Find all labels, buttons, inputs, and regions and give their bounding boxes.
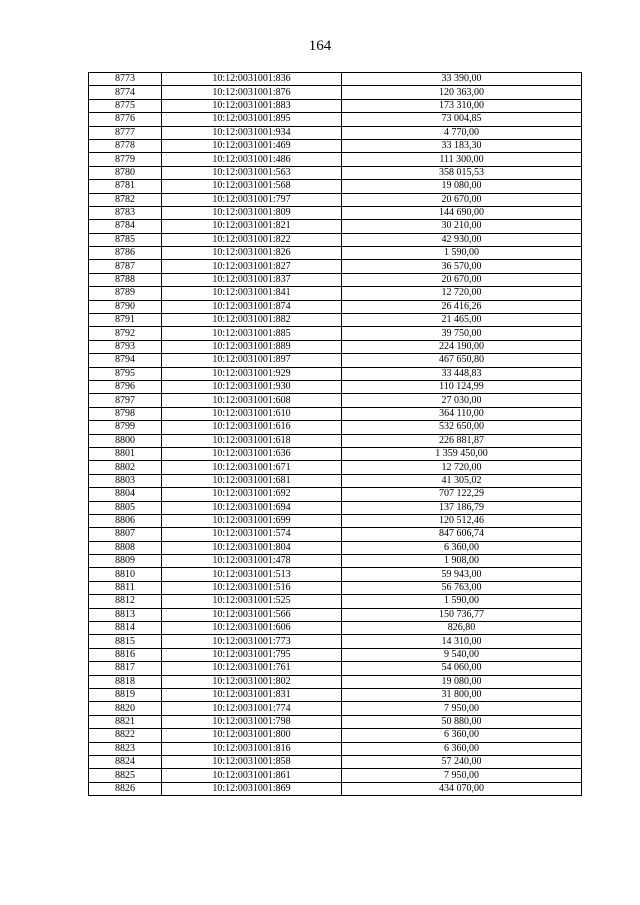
amount-cell: 9 540,00 xyxy=(342,648,582,661)
row-number-cell: 8786 xyxy=(89,247,162,260)
row-number-cell: 8787 xyxy=(89,260,162,273)
cadastral-number-cell: 10:12:0031001:895 xyxy=(162,113,342,126)
cadastral-number-cell: 10:12:0031001:929 xyxy=(162,367,342,380)
amount-cell: 226 881,87 xyxy=(342,434,582,447)
row-number-cell: 8788 xyxy=(89,273,162,286)
cadastral-number-cell: 10:12:0031001:831 xyxy=(162,688,342,701)
cadastral-number-cell: 10:12:0031001:804 xyxy=(162,541,342,554)
cadastral-number-cell: 10:12:0031001:869 xyxy=(162,782,342,795)
cadastral-number-cell: 10:12:0031001:681 xyxy=(162,474,342,487)
row-number-cell: 8776 xyxy=(89,113,162,126)
amount-cell: 707 122,29 xyxy=(342,488,582,501)
amount-cell: 173 310,00 xyxy=(342,99,582,112)
amount-cell: 826,80 xyxy=(342,622,582,635)
row-number-cell: 8820 xyxy=(89,702,162,715)
table-row xyxy=(89,193,582,206)
table-row xyxy=(89,595,582,608)
table-row xyxy=(89,662,582,675)
row-number-cell: 8774 xyxy=(89,86,162,99)
cadastral-number-cell: 10:12:0031001:671 xyxy=(162,461,342,474)
cadastral-number-cell: 10:12:0031001:636 xyxy=(162,447,342,460)
cadastral-number-cell: 10:12:0031001:798 xyxy=(162,715,342,728)
table-row xyxy=(89,180,582,193)
row-number-cell: 8784 xyxy=(89,220,162,233)
cadastral-number-cell: 10:12:0031001:874 xyxy=(162,300,342,313)
amount-cell: 21 465,00 xyxy=(342,314,582,327)
table-row xyxy=(89,608,582,621)
table-row xyxy=(89,367,582,380)
row-number-cell: 8819 xyxy=(89,688,162,701)
amount-cell: 50 880,00 xyxy=(342,715,582,728)
row-number-cell: 8799 xyxy=(89,421,162,434)
cadastral-number-cell: 10:12:0031001:822 xyxy=(162,233,342,246)
amount-cell: 120 512,46 xyxy=(342,514,582,527)
table-row xyxy=(89,742,582,755)
cadastral-number-cell: 10:12:0031001:800 xyxy=(162,729,342,742)
table-row xyxy=(89,233,582,246)
amount-cell: 532 650,00 xyxy=(342,421,582,434)
amount-cell: 20 670,00 xyxy=(342,273,582,286)
table-row xyxy=(89,461,582,474)
row-number-cell: 8817 xyxy=(89,662,162,675)
table-row xyxy=(89,675,582,688)
table-row xyxy=(89,568,582,581)
amount-cell: 1 590,00 xyxy=(342,247,582,260)
row-number-cell: 8805 xyxy=(89,501,162,514)
table-row xyxy=(89,421,582,434)
table-row xyxy=(89,314,582,327)
table-row xyxy=(89,273,582,286)
table-row xyxy=(89,220,582,233)
row-number-cell: 8816 xyxy=(89,648,162,661)
amount-cell: 150 736,77 xyxy=(342,608,582,621)
amount-cell: 847 606,74 xyxy=(342,528,582,541)
cadastral-number-cell: 10:12:0031001:889 xyxy=(162,340,342,353)
amount-cell: 224 190,00 xyxy=(342,340,582,353)
amount-cell: 1 908,00 xyxy=(342,555,582,568)
table-row xyxy=(89,340,582,353)
row-number-cell: 8797 xyxy=(89,394,162,407)
cadastral-number-cell: 10:12:0031001:837 xyxy=(162,273,342,286)
amount-cell: 54 060,00 xyxy=(342,662,582,675)
row-number-cell: 8802 xyxy=(89,461,162,474)
table-row xyxy=(89,514,582,527)
table-row xyxy=(89,541,582,554)
row-number-cell: 8815 xyxy=(89,635,162,648)
row-number-cell: 8806 xyxy=(89,514,162,527)
amount-cell: 14 310,00 xyxy=(342,635,582,648)
cadastral-number-cell: 10:12:0031001:882 xyxy=(162,314,342,327)
row-number-cell: 8826 xyxy=(89,782,162,795)
amount-cell: 364 110,00 xyxy=(342,407,582,420)
cadastral-number-cell: 10:12:0031001:513 xyxy=(162,568,342,581)
amount-cell: 1 590,00 xyxy=(342,595,582,608)
amount-cell: 41 305,02 xyxy=(342,474,582,487)
row-number-cell: 8813 xyxy=(89,608,162,621)
cadastral-number-cell: 10:12:0031001:876 xyxy=(162,86,342,99)
table-row xyxy=(89,287,582,300)
row-number-cell: 8811 xyxy=(89,581,162,594)
amount-cell: 4 770,00 xyxy=(342,126,582,139)
amount-cell: 73 004,85 xyxy=(342,113,582,126)
row-number-cell: 8818 xyxy=(89,675,162,688)
cadastral-number-cell: 10:12:0031001:606 xyxy=(162,622,342,635)
table-row xyxy=(89,394,582,407)
row-number-cell: 8825 xyxy=(89,769,162,782)
amount-cell: 110 124,99 xyxy=(342,380,582,393)
cadastral-number-cell: 10:12:0031001:816 xyxy=(162,742,342,755)
cadastral-number-cell: 10:12:0031001:761 xyxy=(162,662,342,675)
row-number-cell: 8789 xyxy=(89,287,162,300)
row-number-cell: 8792 xyxy=(89,327,162,340)
table-row xyxy=(89,474,582,487)
table-row xyxy=(89,447,582,460)
cadastral-number-cell: 10:12:0031001:486 xyxy=(162,153,342,166)
cadastral-number-cell: 10:12:0031001:478 xyxy=(162,555,342,568)
table-row xyxy=(89,688,582,701)
amount-cell: 7 950,00 xyxy=(342,702,582,715)
table-row xyxy=(89,555,582,568)
table-row xyxy=(89,380,582,393)
table-row xyxy=(89,260,582,273)
table-row xyxy=(89,247,582,260)
row-number-cell: 8809 xyxy=(89,555,162,568)
table-row xyxy=(89,300,582,313)
table-row xyxy=(89,622,582,635)
row-number-cell: 8803 xyxy=(89,474,162,487)
cadastral-number-cell: 10:12:0031001:841 xyxy=(162,287,342,300)
cadastral-number-cell: 10:12:0031001:568 xyxy=(162,180,342,193)
table-row xyxy=(89,73,582,86)
row-number-cell: 8801 xyxy=(89,447,162,460)
cadastral-number-cell: 10:12:0031001:930 xyxy=(162,380,342,393)
row-number-cell: 8800 xyxy=(89,434,162,447)
cadastral-number-cell: 10:12:0031001:774 xyxy=(162,702,342,715)
row-number-cell: 8814 xyxy=(89,622,162,635)
row-number-cell: 8798 xyxy=(89,407,162,420)
cadastral-number-cell: 10:12:0031001:897 xyxy=(162,354,342,367)
cadastral-number-cell: 10:12:0031001:826 xyxy=(162,247,342,260)
table-row xyxy=(89,166,582,179)
amount-cell: 19 080,00 xyxy=(342,180,582,193)
row-number-cell: 8783 xyxy=(89,206,162,219)
table-row xyxy=(89,126,582,139)
row-number-cell: 8785 xyxy=(89,233,162,246)
registry-table-body xyxy=(89,73,582,796)
amount-cell: 31 800,00 xyxy=(342,688,582,701)
row-number-cell: 8794 xyxy=(89,354,162,367)
amount-cell: 57 240,00 xyxy=(342,755,582,768)
table-row xyxy=(89,782,582,795)
row-number-cell: 8780 xyxy=(89,166,162,179)
cadastral-number-cell: 10:12:0031001:773 xyxy=(162,635,342,648)
cadastral-number-cell: 10:12:0031001:516 xyxy=(162,581,342,594)
table-row xyxy=(89,206,582,219)
table-row xyxy=(89,99,582,112)
cadastral-number-cell: 10:12:0031001:574 xyxy=(162,528,342,541)
row-number-cell: 8782 xyxy=(89,193,162,206)
cadastral-number-cell: 10:12:0031001:699 xyxy=(162,514,342,527)
cadastral-number-cell: 10:12:0031001:692 xyxy=(162,488,342,501)
amount-cell: 6 360,00 xyxy=(342,742,582,755)
table-row xyxy=(89,702,582,715)
row-number-cell: 8823 xyxy=(89,742,162,755)
amount-cell: 111 300,00 xyxy=(342,153,582,166)
cadastral-number-cell: 10:12:0031001:608 xyxy=(162,394,342,407)
table-row xyxy=(89,635,582,648)
row-number-cell: 8824 xyxy=(89,755,162,768)
row-number-cell: 8807 xyxy=(89,528,162,541)
cadastral-number-cell: 10:12:0031001:610 xyxy=(162,407,342,420)
amount-cell: 434 070,00 xyxy=(342,782,582,795)
amount-cell: 137 186,79 xyxy=(342,501,582,514)
table-row xyxy=(89,648,582,661)
amount-cell: 6 360,00 xyxy=(342,541,582,554)
cadastral-number-cell: 10:12:0031001:934 xyxy=(162,126,342,139)
amount-cell: 358 015,53 xyxy=(342,166,582,179)
cadastral-number-cell: 10:12:0031001:821 xyxy=(162,220,342,233)
table-row xyxy=(89,407,582,420)
table-row xyxy=(89,327,582,340)
cadastral-number-cell: 10:12:0031001:858 xyxy=(162,755,342,768)
cadastral-number-cell: 10:12:0031001:618 xyxy=(162,434,342,447)
amount-cell: 30 210,00 xyxy=(342,220,582,233)
cadastral-number-cell: 10:12:0031001:694 xyxy=(162,501,342,514)
amount-cell: 36 570,00 xyxy=(342,260,582,273)
row-number-cell: 8822 xyxy=(89,729,162,742)
amount-cell: 33 183,30 xyxy=(342,139,582,152)
row-number-cell: 8778 xyxy=(89,139,162,152)
cadastral-number-cell: 10:12:0031001:809 xyxy=(162,206,342,219)
amount-cell: 56 763,00 xyxy=(342,581,582,594)
amount-cell: 7 950,00 xyxy=(342,769,582,782)
cadastral-number-cell: 10:12:0031001:836 xyxy=(162,73,342,86)
registry-table xyxy=(88,72,582,796)
row-number-cell: 8773 xyxy=(89,73,162,86)
table-row xyxy=(89,113,582,126)
row-number-cell: 8812 xyxy=(89,595,162,608)
table-row xyxy=(89,86,582,99)
row-number-cell: 8791 xyxy=(89,314,162,327)
amount-cell: 467 650,80 xyxy=(342,354,582,367)
table-row xyxy=(89,729,582,742)
table-row xyxy=(89,434,582,447)
row-number-cell: 8808 xyxy=(89,541,162,554)
amount-cell: 12 720,00 xyxy=(342,287,582,300)
cadastral-number-cell: 10:12:0031001:616 xyxy=(162,421,342,434)
cadastral-number-cell: 10:12:0031001:469 xyxy=(162,139,342,152)
cadastral-number-cell: 10:12:0031001:525 xyxy=(162,595,342,608)
table-row xyxy=(89,139,582,152)
table-row xyxy=(89,153,582,166)
amount-cell: 12 720,00 xyxy=(342,461,582,474)
row-number-cell: 8810 xyxy=(89,568,162,581)
amount-cell: 42 930,00 xyxy=(342,233,582,246)
cadastral-number-cell: 10:12:0031001:883 xyxy=(162,99,342,112)
amount-cell: 59 943,00 xyxy=(342,568,582,581)
row-number-cell: 8821 xyxy=(89,715,162,728)
amount-cell: 120 363,00 xyxy=(342,86,582,99)
cadastral-number-cell: 10:12:0031001:797 xyxy=(162,193,342,206)
row-number-cell: 8804 xyxy=(89,488,162,501)
row-number-cell: 8793 xyxy=(89,340,162,353)
cadastral-number-cell: 10:12:0031001:885 xyxy=(162,327,342,340)
amount-cell: 1 359 450,00 xyxy=(342,447,582,460)
amount-cell: 6 360,00 xyxy=(342,729,582,742)
cadastral-number-cell: 10:12:0031001:861 xyxy=(162,769,342,782)
amount-cell: 26 416,26 xyxy=(342,300,582,313)
amount-cell: 19 080,00 xyxy=(342,675,582,688)
amount-cell: 39 750,00 xyxy=(342,327,582,340)
row-number-cell: 8777 xyxy=(89,126,162,139)
table-row xyxy=(89,715,582,728)
table-row xyxy=(89,755,582,768)
cadastral-number-cell: 10:12:0031001:563 xyxy=(162,166,342,179)
row-number-cell: 8796 xyxy=(89,380,162,393)
amount-cell: 27 030,00 xyxy=(342,394,582,407)
amount-cell: 33 448,83 xyxy=(342,367,582,380)
cadastral-number-cell: 10:12:0031001:827 xyxy=(162,260,342,273)
table-row xyxy=(89,769,582,782)
cadastral-number-cell: 10:12:0031001:802 xyxy=(162,675,342,688)
cadastral-number-cell: 10:12:0031001:566 xyxy=(162,608,342,621)
amount-cell: 144 690,00 xyxy=(342,206,582,219)
amount-cell: 33 390,00 xyxy=(342,73,582,86)
row-number-cell: 8781 xyxy=(89,180,162,193)
page-number: 164 xyxy=(308,38,332,54)
row-number-cell: 8790 xyxy=(89,300,162,313)
cadastral-number-cell: 10:12:0031001:795 xyxy=(162,648,342,661)
amount-cell: 20 670,00 xyxy=(342,193,582,206)
table-row xyxy=(89,354,582,367)
table-row xyxy=(89,488,582,501)
table-row xyxy=(89,501,582,514)
row-number-cell: 8779 xyxy=(89,153,162,166)
row-number-cell: 8775 xyxy=(89,99,162,112)
table-row xyxy=(89,581,582,594)
table-row xyxy=(89,528,582,541)
row-number-cell: 8795 xyxy=(89,367,162,380)
